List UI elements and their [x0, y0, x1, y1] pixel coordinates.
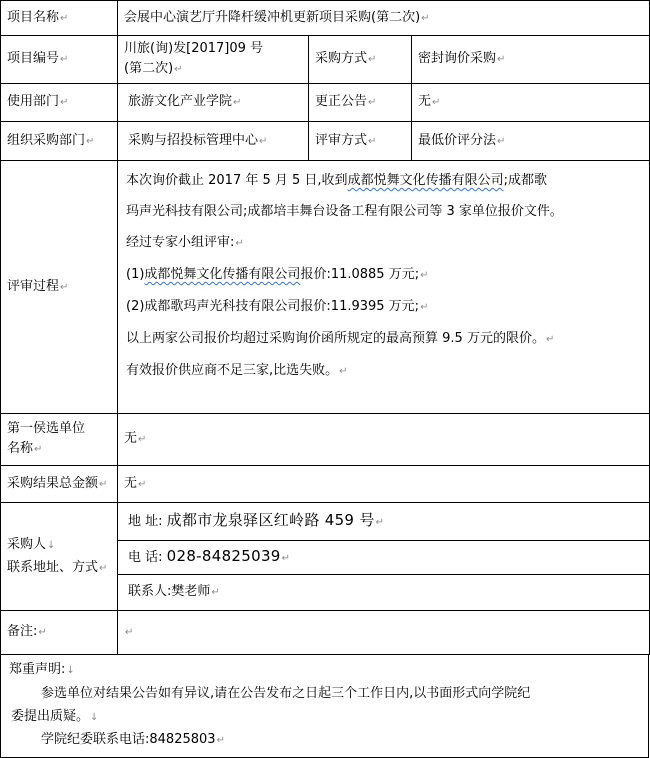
- row-total-amount: [1, 466, 650, 503]
- first-candidate-value: 无↵: [118, 414, 650, 466]
- row-dept: [1, 84, 650, 122]
- company-name-underlined: 成都悦舞文化传播有限公司: [144, 267, 301, 282]
- process-content: [118, 161, 650, 414]
- review-value: 最低价评分法↵: [412, 122, 650, 161]
- org-label: 组织采购部门↵: [1, 122, 118, 161]
- project-no-line1: 川旅(询)发[2017]09 号: [124, 41, 264, 56]
- method-value: 密封询价采购↵: [412, 36, 650, 84]
- buyer-label: 采购人↓ 联系地址、方式↵: [1, 503, 118, 611]
- project-name-label: 项目名称↵: [1, 1, 118, 36]
- address-value: 成都市龙泉驿区红岭路 459 号: [166, 511, 375, 529]
- contact-label: 联系人:: [128, 584, 172, 599]
- project-no-line2: (第二次): [124, 61, 174, 76]
- org-value: 采购与招投标管理中心↵: [118, 122, 309, 161]
- contact-value: 樊老师: [171, 584, 211, 599]
- method-label: 采购方式↵: [309, 36, 412, 84]
- row-first-candidate: [1, 414, 650, 466]
- remarks-label: 备注:↵: [1, 611, 118, 655]
- process-paragraph-3: 经过专家小组评审:↵: [126, 235, 244, 250]
- phone-value: 028-84825039: [166, 547, 281, 565]
- total-amount-value: 无↵: [118, 466, 650, 503]
- row-remarks: [1, 611, 650, 655]
- process-paragraph-4: (1)成都悦舞文化传播有限公司报价:11.0885 万元;↵: [126, 267, 429, 282]
- row-org: [1, 122, 650, 161]
- project-name-value: 会展中心演艺厅升降杆缓冲机更新项目采购(第二次)↵: [118, 1, 650, 36]
- buyer-address: 地 址: 成都市龙泉驿区红岭路 459 号↵: [118, 503, 650, 541]
- company-name-underlined: 成都悦舞文化传播有限公司: [347, 173, 504, 188]
- process-paragraph-6: 以上两家公司报价均超过采购询价函所规定的最高预算 9.5 万元的限价。↵: [126, 331, 555, 346]
- project-no-label: 项目编号↵: [1, 36, 118, 84]
- dept-value: 旅游文化产业学院↵: [118, 84, 309, 122]
- process-paragraph-2: 玛声光科技有限公司;成都培丰舞台设备工程有限公司等 3 家单位报价文件。: [126, 204, 563, 219]
- review-label: 评审方式↵: [309, 122, 412, 161]
- dept-label: 使用部门↵: [1, 84, 118, 122]
- first-candidate-label: 第一侯选单位 名称↵: [1, 414, 118, 466]
- solemn-statement: [0, 655, 649, 758]
- process-paragraph-1: 本次询价截止 2017 年 5 月 5 日,收到成都悦舞文化传播有限公司;成都歌: [126, 173, 547, 188]
- process-paragraph-7: 有效报价供应商不足三家,比选失败。↵: [126, 363, 348, 378]
- address-label: 地 址:: [128, 514, 163, 529]
- project-no-value: 川旅(询)发[2017]09 号 (第二次)↵: [118, 36, 309, 84]
- correction-label: 更正公告↵: [309, 84, 412, 122]
- remarks-value: ↵: [118, 611, 650, 655]
- row-project-name: [1, 1, 650, 36]
- statement-body: 参选单位对结果公告如有异议,请在公告发布之日起三个工作日内,以书面形式向学院纪 委提出质疑。↓: [11, 686, 531, 724]
- buyer-contact: 联系人:樊老师↵: [118, 575, 650, 611]
- correction-value: 无↵: [412, 84, 650, 122]
- row-buyer-address: [1, 503, 650, 541]
- process-label: 评审过程↵: [1, 161, 118, 414]
- statement-phone: 学院纪委联系电话:84825803↵: [41, 732, 225, 747]
- row-project-no: [1, 36, 650, 84]
- total-amount-label: 采购结果总金额↵: [1, 466, 118, 503]
- buyer-phone: 电 话: 028-84825039↵: [118, 541, 650, 575]
- phone-label: 电 话:: [128, 550, 163, 565]
- process-paragraph-5: (2)成都歌玛声光科技有限公司报价:11.9395 万元;↵: [126, 299, 429, 314]
- row-process: [1, 161, 650, 414]
- statement-heading: 郑重声明:↓: [9, 662, 75, 677]
